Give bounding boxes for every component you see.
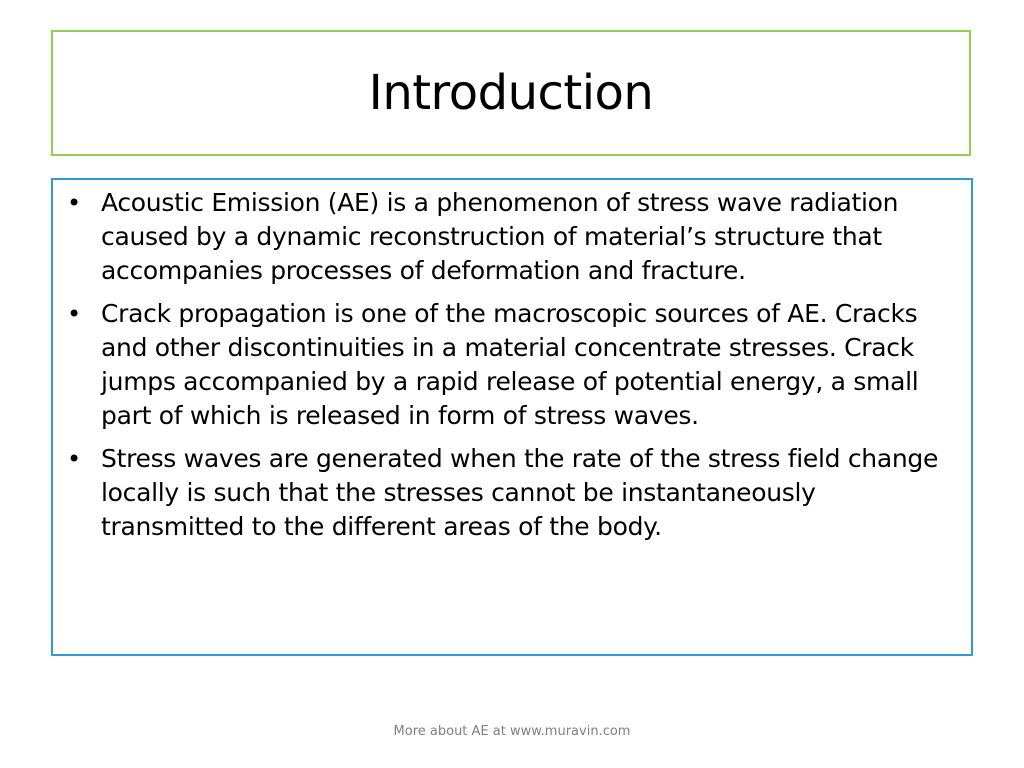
bullet-text: Crack propagation is one of the macroscopic sources of AE. Cracks and other discontinuities in a material concentrate stresses. Crack jumps accompanied by a rapid release of potential energy, a small part of which is released in form of stress waves. (101, 299, 919, 430)
footer-link-text: More about AE at www.muravin.com (393, 724, 631, 739)
bullet-item (61, 442, 963, 544)
bullet-marker: • (67, 445, 81, 473)
bullet-item (61, 297, 963, 433)
bullet-list (61, 186, 963, 544)
title-placeholder (51, 30, 971, 156)
bullet-text: Acoustic Emission (AE) is a phenomenon of stress wave radiation caused by a dynamic reconstruction of material’s structure that accompanies processes of deformation and fracture. (101, 188, 899, 285)
slide-title: Introduction (368, 65, 654, 121)
bullet-item (61, 186, 963, 288)
bullet-text: Stress waves are generated when the rate of the stress field change locally is such that the stresses cannot be instantaneously transmitted to the different areas of the body. (101, 444, 939, 541)
content-placeholder (51, 178, 973, 656)
bullet-marker: • (67, 300, 81, 328)
bullet-marker: • (67, 189, 81, 217)
